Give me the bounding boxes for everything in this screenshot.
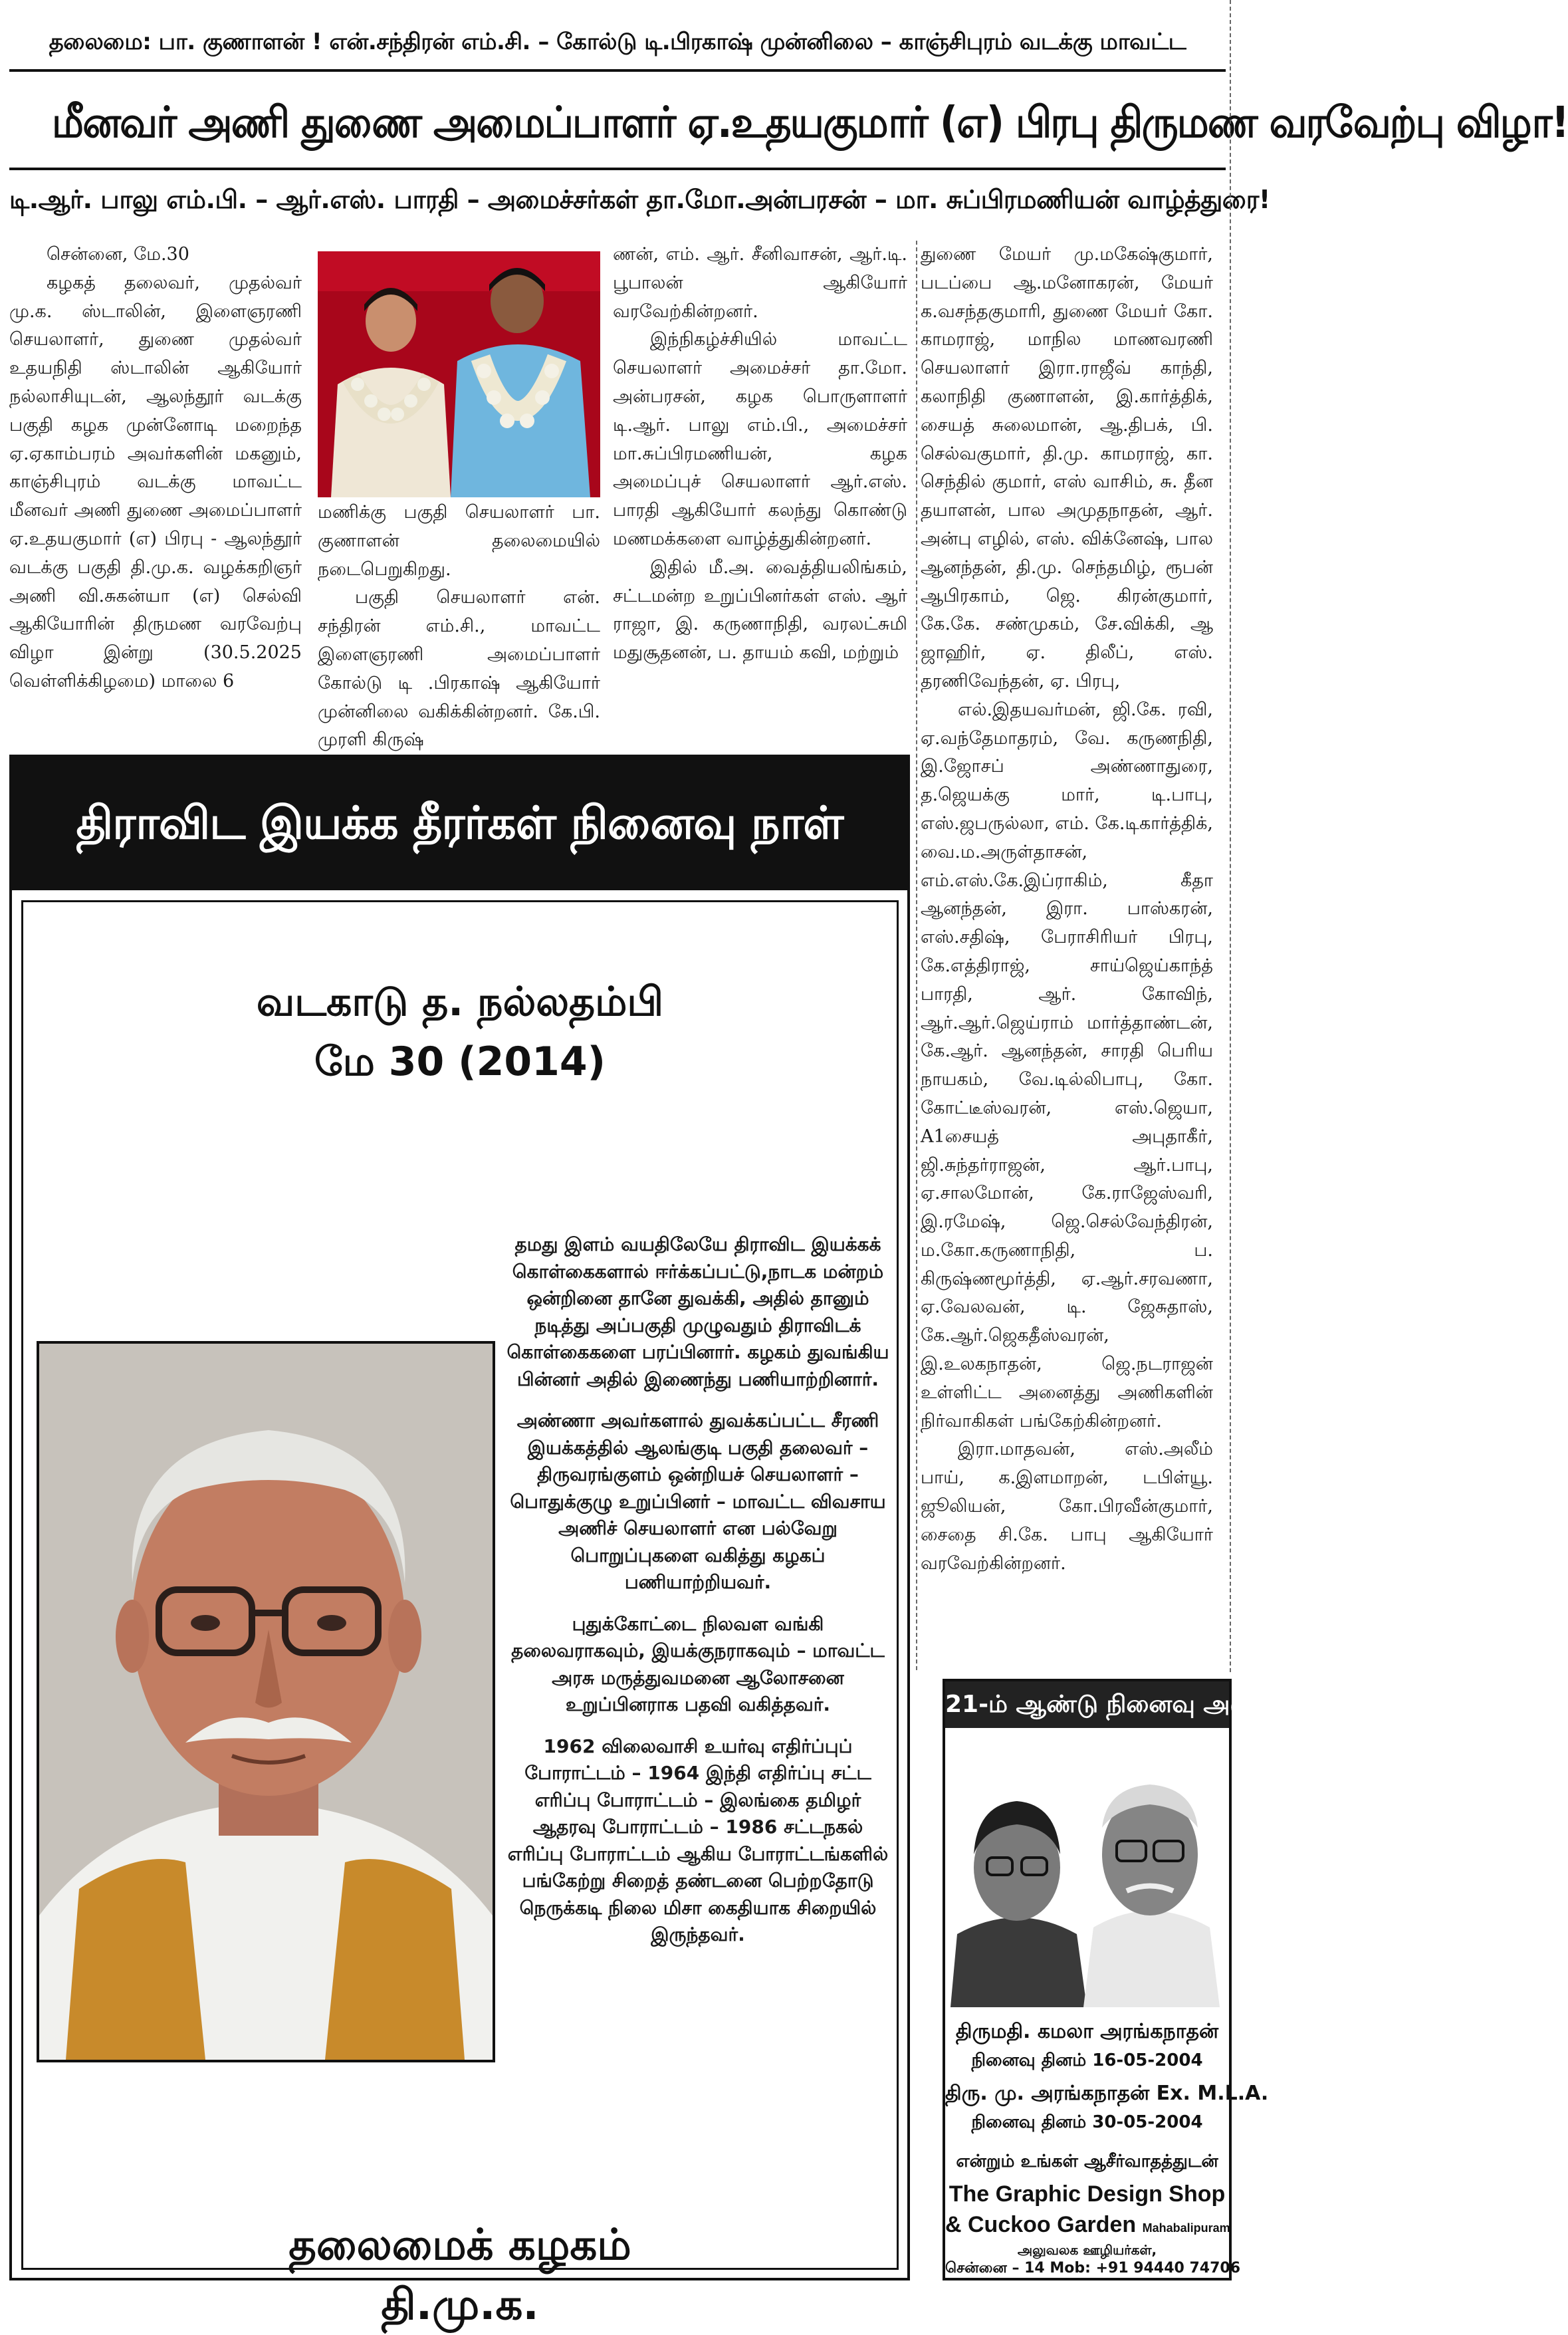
header-top-line: தலைமை: பா. குணாளன் ! என்.சந்திரன் எம்.சி. – கோல்டு டி.பிரகாஷ் முன்னிலை – காஞ்சிபுரம் வடக்கு மாவட்ட <box>49 29 1186 55</box>
ad-blessing: என்றும் உங்கள் ஆசீர்வாதத்துடன் <box>956 2151 1218 2171</box>
article-column-1 <box>9 241 302 746</box>
article-paragraph: கழகத் தலைவர், முதல்வர் மு.க. ஸ்டாலின், இளைஞரணி செயலாளர், துணை முதல்வர் உதயநிதி ஸ்டாலின் ஆகியோர் நல்லாசியுடன், ஆலந்தூர் வடக்கு பகுதி கழக முன்னோடி மறைந்த ஏ.ஏகாம்பரம் அவர்களின் மகனும், காஞ்சிபுரம் வடக்கு மாவட்ட மீனவர் அணி துணை அமைப்பாளர் ஏ.உதயகுமார் (எ) பிரபு - ஆலந்தூர் வடக்கு பகுதி தி.மு.க. வழக்கறிஞர் அணி வி.சுகன்யா (எ) செல்வி ஆகியோரின் திருமண வரவேற்பு விழா இன்று (30.5.2025 வெள்ளிக்கிழமை) மாலை 6 <box>9 272 302 691</box>
article-paragraph: மணிக்கு பகுதி செயலாளர் பா. குணாளன் தலைமையில் நடைபெறுகிறது. <box>318 502 600 580</box>
honoree-portrait <box>37 1341 495 2062</box>
couple-photo <box>318 251 600 497</box>
signoff-line-1: தலைமைக் கழகம் <box>288 2221 631 2270</box>
signoff-line-2: தி.மு.க. <box>381 2280 539 2330</box>
article-paragraph: பகுதி செயலாளர் என். சந்திரன் எம்.சி., மாவட்ட இளைஞரணி அமைப்பாளர் கோல்டு டி .பிரகாஷ் ஆகியோர் முன்னிலை வகிக்கின்றனர். கே.பி. முரளி கிருஷ் <box>318 587 600 751</box>
headline-rule <box>9 168 1226 170</box>
ad-contact: சென்னை – 14 Mob: +91 94440 74706 <box>945 2260 1241 2276</box>
column-divider <box>916 241 917 1670</box>
article-column-3 <box>613 241 907 753</box>
bio-paragraph: 1962 விலைவாசி உயர்வு எதிர்ப்புப் போராட்டம் – 1964 இந்தி எதிர்ப்பு சட்ட எரிப்பு போராட்டம் – இலங்கை தமிழர் ஆதரவு போராட்டம் – 1986 சட்டநகல் எரிப்பு போராட்டம் ஆகிய போராட்டங்களில் பங்கேற்று சிறைத் தண்டனை பெற்றதோடு நெருக்கடி நிலை மிசா கைதியாக சிறையில் இருந்தவர். <box>507 1735 889 1945</box>
bio-paragraph: தமது இளம் வயதிலேயே திராவிட இயக்கக் கொள்கைகளால் ஈர்க்கப்பட்டு,நாடக மன்றம் ஒன்றினை தானே துவக்கி, அதில் தானும் நடித்து அப்பகுதி முழுவதும் திராவிடக் கொள்கைகளை பரப்பினார். கழகம் துவங்கிய பின்னர் அதில் இணைந்து பணியாற்றினார். <box>506 1233 889 1390</box>
article-column-2 <box>318 499 600 751</box>
ad-staff: அலுவலக ஊழியர்கள், <box>1017 2242 1157 2258</box>
article-paragraph: எல்.இதயவர்மன், ஜி.கே. ரவி, ஏ.வந்தேமாதரம், வே. கருணநிதி, இ.ஜோசப் அண்ணாதுரை, த.ஜெயக்கு மார், டி.பாபு, எஸ்.ஜபருல்லா, எம். கே.டிகார்த்திக், வை.ம.அருள்தாசன், எம்.எஸ்.கே.இப்ராகிம், கீதா ஆனந்தன், இரா. பாஸ்கரன், எஸ்.சதிஷ், பேராசிரியர் பிரபு, கே.எத்திராஜ், சாய்ஜெய்காந்த் பாரதி, ஆர். கோவிந், ஆர்.ஆர்.ஜெய்ராம் மார்த்தாண்டன், கே.ஆர். ஆனந்தன், சாரதி பெரிய நாயகம், வே.டில்லிபாபு, கோ. கோட்டீஸ்வரன், எஸ்.ஜெயா, A1சையத் அபுதாகீர், ஜி.சுந்தர்ராஜன், ஆர்.பாபு, ஏ.சாலமோன், கே.ராஜேஸ்வரி, இ.ரமேஷ், ஜெ.செல்வேந்திரன், ம.கோ.கருணாநிதி, ப. கிருஷ்ணமூர்த்தி, ஏ.ஆர்.சரவணா, ஏ.வேலவன், டி. ஜேசுதாஸ், கே.ஆர்.ஜெகதீஸ்வரன், இ.உலகநாதன், ஜெ.நடராஜன் உள்ளிட்ட அனைத்து அணிகளின் நிர்வாகிகள் பங்கேற்கின்றனர். <box>921 699 1213 1431</box>
ad-date-1: நினைவு தினம் 16-05-2004 <box>971 2050 1203 2070</box>
ad-company-line-2 <box>945 2209 1229 2243</box>
ad-banner: 21-ம் ஆண்டு நினைவு அஞ்சலி <box>945 1681 1229 1728</box>
page-edge-divider <box>1230 0 1231 1672</box>
honoree-portrait-illustration <box>39 1344 493 2060</box>
article-paragraph: ணன், எம். ஆர். சீனிவாசன், ஆர்.டி. பூபாலன் ஆகியோர் வரவேற்கின்றனர். <box>613 244 907 322</box>
ad-person-2: திரு. மு. அரங்கநாதன் Ex. M.L.A. <box>945 2082 1269 2105</box>
article-paragraph: இரா.மாதவன், எஸ்.அலீம் பாய், க.இளமாறன், டபிள்யூ. ஜூலியன், கோ.பிரவீன்குமார், சைதை சி.கே. பாபு ஆகியோர் வரவேற்கின்றனர். <box>921 1439 1213 1574</box>
article-paragraph: இந்நிகழ்ச்சியில் மாவட்ட செயலாளர் அமைச்சர் தா.மோ. அன்பரசன், கழக பொருளாளர் டி.ஆர். பாலு எம்.பி., அமைச்சர் மா.சுப்பிரமணியன், கழக அமைப்புச் செயலாளர் ஆர்.எஸ். பாரதி ஆகியோர் கலந்து கொண்டு மணமக்களை வாழ்த்துகின்றனர். <box>613 329 907 549</box>
anniversary-ad <box>943 1679 1293 2280</box>
memorial-notice <box>9 755 910 2330</box>
memorial-inner-frame <box>21 900 899 2330</box>
ad-photo-illustration <box>951 1735 1224 2007</box>
honoree-biography <box>505 1231 891 2142</box>
headline: மீனவர் அணி துணை அமைப்பாளர் ஏ.உதயகுமார் (எ) பிரபு திருமண வரவேற்பு விழா! <box>52 98 1568 148</box>
ad-company-name-2: & Cuckoo Garden <box>945 2212 1137 2237</box>
subhead: டி.ஆர். பாலு எம்.பி. – ஆர்.எஸ். பாரதி – அமைச்சர்கள் தா.மோ.அன்பரசன் – மா. சுப்பிரமணியன் வாழ்த்துரை! <box>9 185 1270 214</box>
ad-person-1: திருமதி. கமலா அரங்கநாதன் <box>955 2020 1219 2043</box>
honoree-date: மே 30 (2014) <box>314 1039 606 1085</box>
article-column-4 <box>921 241 1213 1677</box>
article-paragraph: இதில் மீ.அ. வைத்தியலிங்கம், சட்டமன்ற உறுப்பினர்கள் எஸ். ஆர் ராஜா, இ. கருணாநிதி, வரலட்சுமி மதுசூதனன், ப. தாயம் கவி, மற்றும் <box>613 556 907 664</box>
header-rule <box>9 69 1226 72</box>
ad-company-line-1: The Graphic Design Shop <box>949 2181 1226 2207</box>
memorial-banner: திராவிட இயக்க தீரர்கள் நினைவு நாள் <box>12 757 907 890</box>
ad-photo <box>951 1735 1224 2007</box>
ad-company-place: Mahabalipuram <box>1142 2221 1230 2235</box>
couple-photo-illustration <box>318 251 600 497</box>
article-paragraph: துணை மேயர் மு.மகேஷ்குமார், படப்பை ஆ.மனோகரன், மேயர் க.வசந்தகுமாரி, துணை மேயர் கோ. காமராஜ், மாநில மாணவரணி செயலாளர் இரா.ராஜீவ் காந்தி, கலாநிதி குணாளன், இ.கார்த்திக், சையத் சுலைமான், ஆ.திபக், பி. செல்வகுமார், தி.மு. காமராஜ், கா. செந்தில் குமார், எஸ் வாசிம், சு. தீன தயாளன், பால அமுதநாதன், ஆர். அன்பு எழில், எஸ். விக்னேஷ், பால ஆனந்தன், தி.மு. செந்தமிழ், ரூபன் ஆபிரகாம், ஜெ. கிரன்குமார், கே.கே. சண்முகம், சே.விக்கி, ஆ ஜாஹிர், ஏ. திலீப், எஸ். தரணிவேந்தன், ஏ. பிரபு, <box>921 244 1213 691</box>
dateline: சென்னை, மே.30 <box>47 244 189 265</box>
memorial-signoff <box>23 2215 897 2335</box>
ad-date-2: நினைவு தினம் 30-05-2004 <box>971 2112 1203 2132</box>
bio-paragraph: அண்ணா அவர்களால் துவக்கப்பட்ட சீரணி இயக்கத்தில் ஆலங்குடி பகுதி தலைவர் – திருவரங்குளம் ஒன்றியச் செயலாளர் – பொதுக்குழு உறுப்பினர் – மாவட்ட விவசாய அணிச் செயலாளர் என பல்வேறு பொறுப்புகளை வகித்து கழகப் பணியாற்றியவர். <box>510 1410 886 1593</box>
bio-paragraph: புதுக்கோட்டை நிலவள வங்கி தலைவராகவும், இயக்குநராகவும் – மாவட்ட அரசு மருத்துவமனை ஆலோசனை உறுப்பினராக பதவி வகித்தவர். <box>511 1612 885 1715</box>
honoree-name: வடகாடு த. நல்லதம்பி <box>256 979 664 1025</box>
